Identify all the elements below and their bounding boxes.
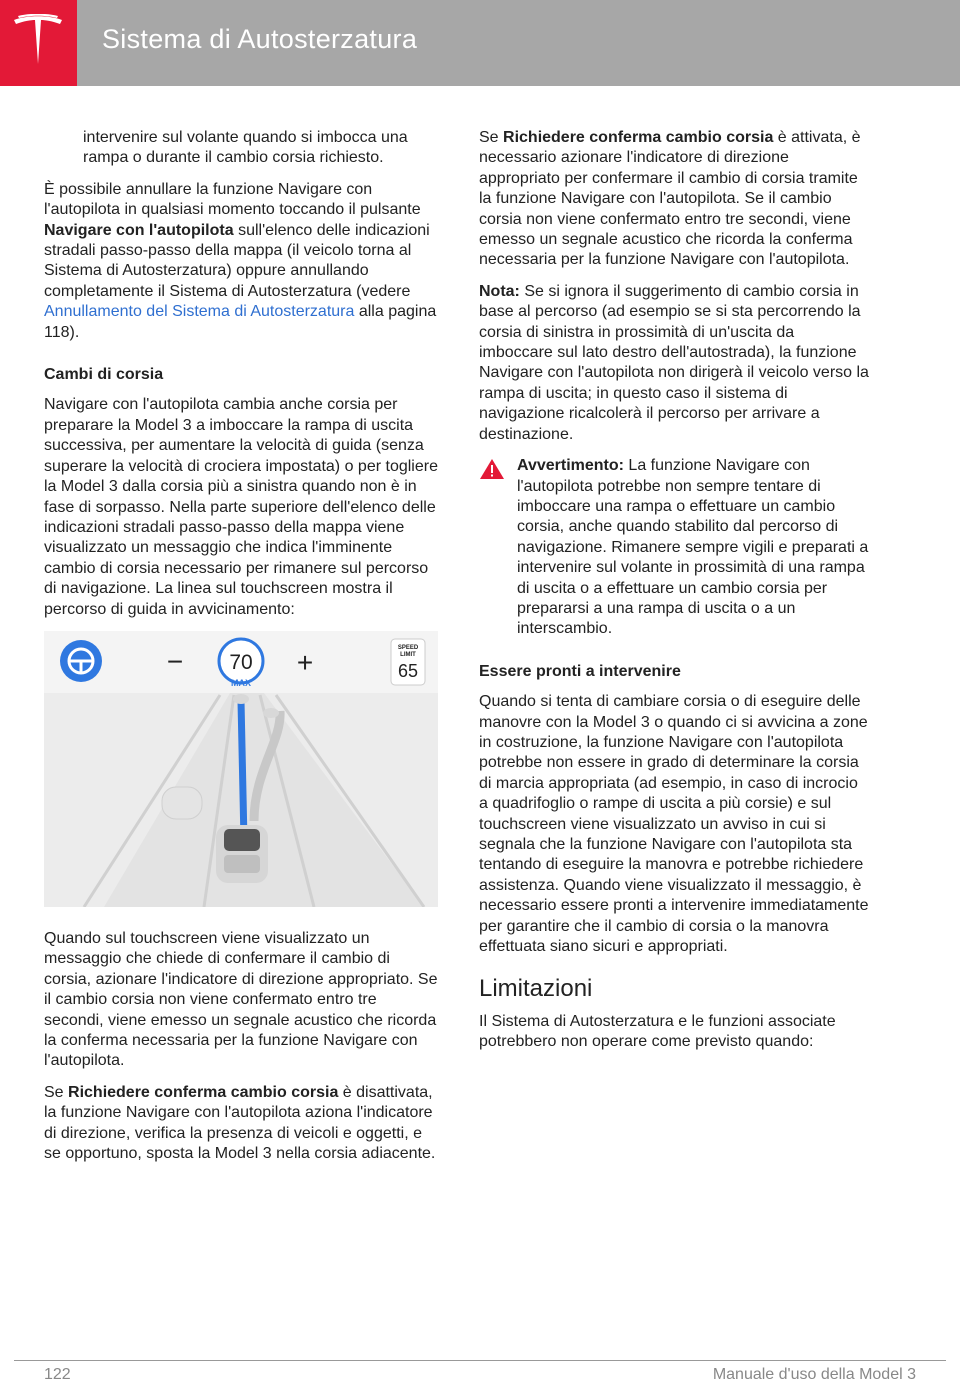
confirm-on-paragraph: Se Richiedere conferma cambio corsia è attivata, è necessario azionare l'indicatore di direzione appropriato per confermare il cambio di corsia tramite la funzione Navigare con l'autopilota. Se il cambio corsia non viene confermato entro tre secondi, viene emesso un segnale acustico che ricorda la conferma necessaria per la funzione Navigare con l'autopilota.	[479, 129, 861, 269]
right-column	[479, 128, 871, 1064]
warning-icon	[479, 458, 505, 480]
lane-change-paragraph: Navigare con l'autopilota cambia anche corsia per preparare la Model 3 a imboccare la rampa di uscita successiva, per aumentare la velocità di guida (senza superare la velocità di crociera impostata) o per togliere la Model 3 dalla corsia più a sinistra quando non è in fase di sorpasso. Nella parte superiore dell'elenco delle indicazioni stradali passo-passo della mappa viene visualizzato un messaggio che indica l'imminente cambio di corsia necessario per rimanere sul percorso di navigazione. La linea sul touchscreen mostra il percorso di guida in avvicinamento:	[44, 396, 438, 618]
own-vehicle	[216, 825, 268, 883]
heading-limitations: Limitazioni	[479, 975, 593, 1003]
tesla-logo-icon	[12, 14, 64, 70]
heading-be-ready: Essere pronti a intervenire	[479, 662, 681, 680]
vehicle-ahead	[263, 708, 279, 718]
left-column	[44, 128, 438, 1175]
cancel-paragraph: È possibile annullare la funzione Navigare con l'autopilota in qualsiasi momento toccando il pulsante Navigare con l'autopilota sull'elenco delle indicazioni stradali passo-passo della mappa (il veicolo torna al Sistema di Autosterzatura) oppure annullando completamente il Sistema di Autosterzatura (vedere Annullamento del Sistema di Autosterzatura alla pagina 118).	[44, 180, 437, 341]
note-paragraph: Nota: Se si ignora il suggerimento di cambio corsia in base al percorso (ad esempio se si sta percorrendo la corsia di sinistra in prossimità di un'uscita da imboccare sul lato destro dell'autostrada), la funzione Navigare con l'autopilota non dirigerà il veicolo verso la rampa di uscita; in questo caso il sistema di navigazione ricalcolerà il percorso per arrivare a destinazione.	[479, 282, 869, 443]
limitations-paragraph: Il Sistema di Autosterzatura e le funzioni associate potrebbero non operare come previsto quando:	[479, 1012, 836, 1051]
max-label: MAX	[231, 677, 251, 688]
svg-text:65: 65	[397, 660, 419, 681]
speed-limit-sign	[391, 639, 425, 685]
be-ready-paragraph: Quando si tenta di cambiare corsia o di eseguire delle manovre con la Model 3 o quando ci si avvicina a zone in costruzione, la funzione Navigare con l'autopilota potrebbe non essere in grado di determinare la corsia di marcia appropriata (ad esempio, in caso di incrocio a quadrifoglio o rampe di uscita a più corsie) e sul touchscreen viene visualizzato un avviso in cui si segnala che la funzione Navigare con l'autopilota sta tentando di eseguire la manovra e potrebbe richiedere assistenza. Quando viene visualizzato il messaggio, è necessario essere pronti a intervenire immediatamente per garantire che il cambio di corsia o la manovra effettuata siano sicuri e appropriati.	[479, 693, 869, 956]
svg-text:SPEED: SPEED	[397, 644, 419, 651]
touchscreen-illustration	[44, 631, 438, 907]
page-number: 122	[44, 1366, 71, 1383]
intro-paragraph: intervenire sul volante quando si imbocca una rampa o durante il cambio corsia richiesto.	[83, 129, 408, 167]
page-header	[0, 0, 960, 86]
page-title: Sistema di Autosterzatura	[102, 24, 418, 54]
cross-reference-link[interactable]: Annullamento del Sistema di Autosterzatura	[44, 303, 355, 321]
footer-title: Manuale d'uso della Model 3	[712, 1366, 916, 1383]
decrease-speed-button[interactable]: −	[166, 645, 184, 677]
confirm-paragraph: Quando sul touchscreen viene visualizzato un messaggio che chiede di confermare il cambio di corsia, azionare l'indicatore di direzione appropriato. Se il cambio corsia non viene confermato entro tre secondi, viene emesso un segnale acustico che ricorda la conferma necessaria per la funzione Navigare con l'autopilota.	[44, 929, 438, 1070]
vehicle-adjacent	[162, 787, 202, 819]
vehicle-ahead	[233, 694, 249, 704]
tesla-logo	[0, 0, 77, 86]
confirm-off-paragraph: Se Richiedere conferma cambio corsia è disattivata, la funzione Navigare con l'autopilota aziona l'indicatore di direzione, verifica la presenza di veicoli e oggetti, e se opportuno, sposta la Model 3 nella corsia adiacente.	[44, 1083, 436, 1162]
svg-text:LIMIT: LIMIT	[400, 651, 416, 658]
autosteer-wheel-icon[interactable]	[60, 640, 102, 682]
footer-divider	[14, 1360, 946, 1361]
set-speed: 70	[229, 650, 253, 674]
route-line	[241, 701, 244, 841]
warning-block: Avvertimento: La funzione Navigare con l'autopilota potrebbe non sempre tentare di imboccare una rampa o effettuare un cambio corsia, anche quando stabilito dal percorso di navigazione. Rimanere sempre vigili e preparati a intervenire sul volante in prossimità di una rampa di uscita o a effettuare un cambio corsia per prepararsi a una rampa di uscita o a un interscambio.	[479, 456, 871, 640]
increase-speed-button[interactable]: +	[296, 646, 314, 678]
heading-lane-change: Cambi di corsia	[44, 366, 164, 384]
